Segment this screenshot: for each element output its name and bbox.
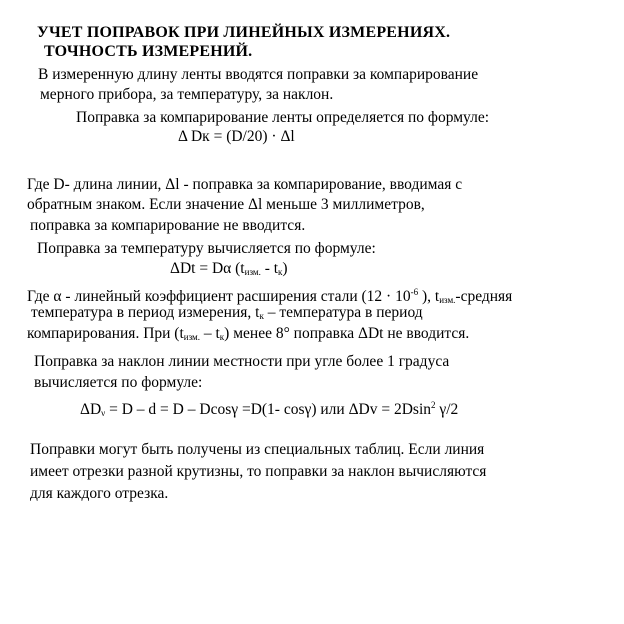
temperature-expl3-a: компарирования. При (t [27, 325, 184, 342]
temperature-expl1-sub: изм. [439, 295, 456, 305]
intro-line-3: Поправка за компарирование ленты определяется по формуле: [76, 109, 490, 126]
temperature-expl3-b: ) менее 8° поправка ΔDt не вводится. [224, 325, 470, 342]
formula-slope-a: ΔD [80, 401, 102, 418]
formula-temperature-main: ΔDt = Dα (t [170, 260, 245, 277]
temperature-explanation-line-3 [27, 325, 469, 346]
temperature-expl1-c: -средняя [455, 288, 513, 305]
formula-slope [80, 396, 458, 422]
page-title-line-1: УЧЕТ ПОПРАВОК ПРИ ЛИНЕЙНЫХ ИЗМЕРЕНИЯХ. [37, 24, 451, 41]
temperature-expl1-a: Где α - линейный коэффициент расширения стали (12 · 10 [27, 288, 411, 305]
formula-slope-sup: 2 [431, 400, 436, 410]
formula-slope-sub: ν [101, 408, 106, 418]
slope-intro-line-1: Поправка за наклон линии местности при угле более 1 градуса [34, 353, 450, 370]
comparison-explanation-line-3: поправка за компарирование не вводится. [30, 217, 306, 234]
page-title-line-2: ТОЧНОСТЬ ИЗМЕРЕНИЙ. [44, 43, 253, 60]
formula-slope-b: = D – d = D – Dcosγ =D(1- cosγ) или ΔDv = 2Dsin [105, 401, 432, 418]
comparison-explanation-line-2: обратным знаком. Если значение Δl меньше 3 миллиметров, [27, 196, 425, 213]
formula-temperature [170, 260, 288, 281]
temperature-expl2-a: температура в период измерения, t [31, 304, 260, 321]
temperature-expl3-mid: – t [199, 325, 220, 342]
formula-temperature-sub-izm: изм. [244, 267, 261, 277]
formula-slope-c: γ/2 [435, 401, 459, 418]
formula-temperature-sub-k: к [278, 267, 283, 277]
formula-temperature-mid: - t [260, 260, 279, 277]
temperature-expl3-sub-izm: изм. [183, 332, 200, 342]
intro-line-1: В измеренную длину ленты вводятся поправки за компарирование [38, 66, 479, 83]
slope-intro-line-2: вычисляется по формуле: [34, 374, 203, 391]
comparison-explanation-line-1: Где D- длина линии, Δl - поправка за компарирование, вводимая с [27, 176, 463, 193]
formula-comparison: Δ Dк = (D/20) · Δl [178, 128, 295, 145]
conclusion-line-2: имеет отрезки разной крутизны, то поправки за наклон вычисляются [30, 463, 487, 480]
formula-temperature-end: ) [282, 260, 288, 277]
temperature-explanation-line-2 [31, 304, 423, 325]
intro-line-2: мерного прибора, за температуру, за наклон. [40, 86, 334, 103]
temperature-expl1-sup: -6 [410, 287, 419, 297]
temperature-intro: Поправка за температуру вычисляется по формуле: [37, 240, 376, 257]
temperature-expl2-b: – температура в период [263, 304, 423, 321]
conclusion-line-1: Поправки могут быть получены из специальных таблиц. Если линия [30, 441, 485, 458]
conclusion-line-3: для каждого отрезка. [30, 485, 169, 502]
temperature-expl3-sub-k: к [219, 332, 225, 342]
temperature-expl2-sub: к [259, 311, 264, 321]
temperature-expl1-b: ), t [418, 288, 440, 305]
